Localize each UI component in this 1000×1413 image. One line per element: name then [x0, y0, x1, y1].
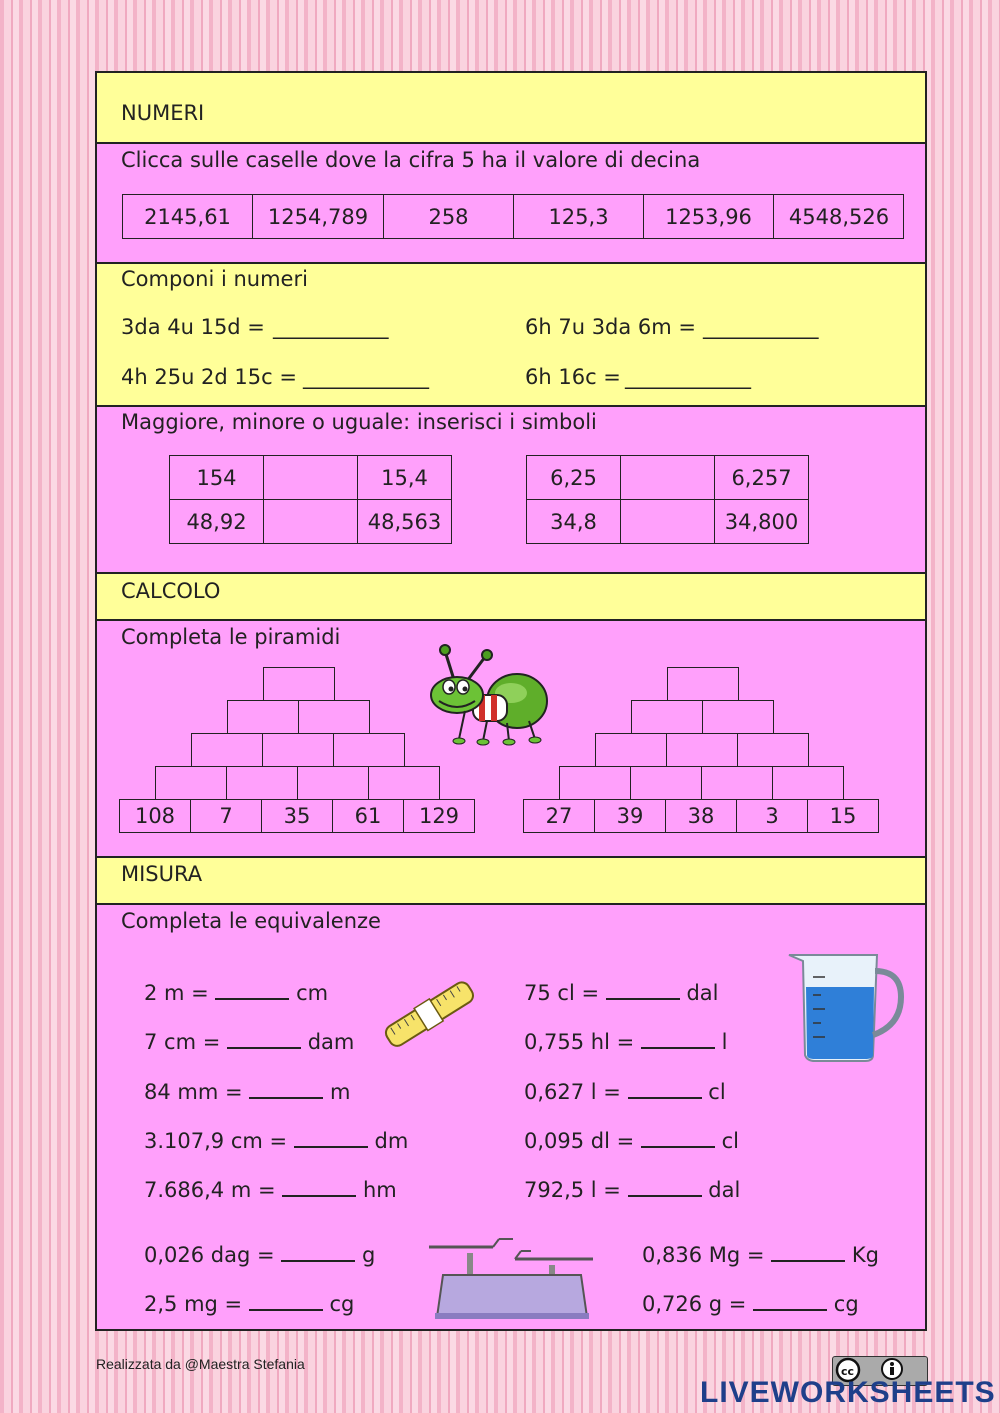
compose-expression: 3da 4u 15d = [121, 315, 265, 339]
pyramid-base-cell: 39 [594, 799, 666, 833]
pyramid-cell[interactable] [666, 733, 738, 767]
answer-blank[interactable] [628, 1079, 702, 1099]
equivalence-row [524, 1029, 727, 1054]
place-value-table [122, 194, 904, 239]
credit-text: Realizzata da @Maestra Stefania [96, 1356, 305, 1372]
place-value-cell[interactable]: 1254,789 [253, 194, 384, 239]
compare-table-left [169, 455, 452, 544]
answer-blank[interactable] [753, 1291, 827, 1311]
compare-value: 6,25 [526, 455, 621, 500]
compare-value: 15,4 [357, 455, 452, 500]
compare-value: 6,257 [714, 455, 809, 500]
answer-blank[interactable] [227, 1029, 301, 1049]
pyramid-right [523, 667, 883, 837]
equivalence-expression: 0,836 Mg = [642, 1243, 765, 1267]
compare-symbol-box[interactable] [263, 455, 358, 500]
pyramid-cell[interactable] [631, 700, 703, 734]
equivalence-row [144, 1242, 375, 1267]
equivalence-unit: hm [362, 1178, 397, 1202]
equivalence-unit: dal [708, 1178, 741, 1202]
equivalence-unit: cl [721, 1129, 739, 1153]
compose-expression: 6h 7u 3da 6m = [525, 315, 697, 339]
section-title: CALCOLO [121, 579, 221, 603]
pyramid-cell[interactable] [702, 700, 774, 734]
pyramid-cell[interactable] [630, 766, 702, 800]
equivalence-expression: 0,627 l = [524, 1080, 621, 1104]
pyramid-base-cell: 3 [736, 799, 808, 833]
compare-symbol-box[interactable] [263, 499, 358, 544]
pyramid-base-cell: 38 [665, 799, 737, 833]
equivalence-row [524, 1128, 739, 1153]
pyramid-cell[interactable] [333, 733, 405, 767]
answer-blank[interactable] [282, 1177, 356, 1197]
equivalence-row [642, 1291, 859, 1316]
equivalence-expression: 0,726 g = [642, 1292, 747, 1316]
equivalence-row [144, 1029, 354, 1054]
equivalence-unit: l [721, 1030, 728, 1054]
section-header-numeri [97, 73, 925, 144]
equivalence-row [144, 1177, 397, 1202]
equivalence-unit: m [329, 1080, 351, 1104]
answer-blank[interactable] [628, 1177, 702, 1197]
brand-logo [700, 1376, 996, 1410]
equivalence-unit: cg [833, 1292, 859, 1316]
answer-blank[interactable] [606, 980, 680, 1000]
equivalence-row [144, 1079, 350, 1104]
pyramid-base-cell: 7 [190, 799, 262, 833]
pyramid-cell[interactable] [737, 733, 809, 767]
pyramid-cell[interactable] [559, 766, 631, 800]
equivalence-expression: 7.686,4 m = [144, 1178, 276, 1202]
compare-value: 48,92 [169, 499, 264, 544]
compose-answer-blank[interactable]: ____________ [303, 365, 429, 389]
compare-value: 48,563 [357, 499, 452, 544]
answer-blank[interactable] [281, 1242, 355, 1262]
equivalence-row [144, 980, 328, 1005]
answer-blank[interactable] [641, 1029, 715, 1049]
equivalences-section [97, 905, 925, 1329]
compose-answer-blank[interactable]: ___________ [273, 315, 389, 339]
svg-text:cc: cc [841, 1365, 855, 1378]
instruction: Clicca sulle caselle dove la cifra 5 ha il valore di decina [121, 148, 701, 172]
equivalence-row [524, 980, 718, 1005]
section-title: MISURA [121, 862, 203, 886]
pyramid-base-cell: 15 [807, 799, 879, 833]
equivalence-unit: dal [686, 981, 719, 1005]
place-value-section [97, 144, 925, 264]
brand-text: LIVEWORKSHEETS [700, 1376, 996, 1409]
equivalence-unit: cl [708, 1080, 726, 1104]
equivalence-unit: g [361, 1243, 376, 1267]
compare-section [97, 407, 925, 574]
answer-blank[interactable] [249, 1079, 323, 1099]
place-value-cell[interactable]: 125,3 [514, 194, 644, 239]
pyramid-cell[interactable] [667, 667, 739, 701]
answer-blank[interactable] [215, 980, 289, 1000]
pyramid-base-cell: 61 [332, 799, 404, 833]
pyramid-cell[interactable] [595, 733, 667, 767]
pyramid-cell[interactable] [701, 766, 773, 800]
compose-answer-blank[interactable]: ___________ [703, 315, 819, 339]
measuring-jug-illustration [785, 947, 905, 1065]
equivalence-row [144, 1291, 354, 1316]
compose-answer-blank[interactable]: ____________ [625, 365, 751, 389]
equivalence-row [524, 1177, 740, 1202]
place-value-cell[interactable]: 2145,61 [123, 194, 253, 239]
place-value-cell[interactable]: 258 [384, 194, 514, 239]
worksheet [95, 71, 927, 1331]
pyramid-cell[interactable] [298, 700, 370, 734]
equivalence-expression: 3.107,9 cm = [144, 1129, 288, 1153]
answer-blank[interactable] [294, 1128, 368, 1148]
place-value-cell[interactable]: 4548,526 [788, 204, 890, 229]
compare-symbol-box[interactable] [620, 455, 715, 500]
answer-blank[interactable] [771, 1242, 845, 1262]
section-title: NUMERI [121, 101, 205, 125]
answer-blank[interactable] [249, 1291, 323, 1311]
equivalence-expression: 75 cl = [524, 981, 600, 1005]
scale-illustration [427, 1235, 597, 1320]
pyramid-base-cell: 129 [403, 799, 475, 833]
compare-symbol-box[interactable] [620, 499, 715, 544]
equivalence-expression: 7 cm = [144, 1030, 221, 1054]
equivalence-expression: 0,026 dag = [144, 1243, 275, 1267]
pyramid-cell[interactable] [772, 766, 844, 800]
compose-expression: 4h 25u 2d 15c = [121, 365, 297, 389]
pyramid-cell[interactable] [297, 766, 369, 800]
equivalence-expression: 792,5 l = [524, 1178, 621, 1202]
instruction: Completa le equivalenze [121, 909, 381, 933]
pyramid-cell[interactable] [368, 766, 440, 800]
pyramid-cell[interactable] [227, 700, 299, 734]
equivalence-expression: 0,095 dl = [524, 1129, 635, 1153]
equivalence-expression: 2,5 mg = [144, 1292, 243, 1316]
equivalence-unit: cm [296, 981, 329, 1005]
pyramids-section [97, 621, 925, 858]
equivalence-unit: Kg [851, 1243, 879, 1267]
equivalence-expression: 0,755 hl = [524, 1030, 635, 1054]
compare-table-right [526, 455, 809, 544]
equivalence-expression: 2 m = [144, 981, 209, 1005]
instruction: Componi i numeri [121, 267, 308, 291]
pyramid-cell[interactable] [191, 733, 263, 767]
equivalence-unit: dm [374, 1129, 409, 1153]
pyramid-cell[interactable] [155, 766, 227, 800]
pyramid-cell[interactable] [262, 733, 334, 767]
equivalence-row [642, 1242, 879, 1267]
pyramid-cell[interactable] [226, 766, 298, 800]
equivalence-row [524, 1079, 726, 1104]
instruction: Maggiore, minore o uguale: inserisci i simboli [121, 410, 597, 434]
compose-expression: 6h 16c = [525, 365, 621, 389]
instruction: Completa le piramidi [121, 625, 341, 649]
compare-value: 34,800 [714, 499, 809, 544]
pyramid-base-cell: 27 [523, 799, 595, 833]
place-value-cell[interactable]: 1253,96 [644, 194, 774, 239]
compose-section [97, 264, 925, 407]
pyramid-cell[interactable] [263, 667, 335, 701]
equivalence-unit: cg [329, 1292, 355, 1316]
answer-blank[interactable] [641, 1128, 715, 1148]
section-header-misura [97, 858, 925, 905]
equivalence-row [144, 1128, 408, 1153]
compare-value: 34,8 [526, 499, 621, 544]
pyramid-base-cell: 108 [119, 799, 191, 833]
equivalence-expression: 84 mm = [144, 1080, 243, 1104]
section-header-calcolo [97, 574, 925, 621]
tape-measure-illustration [380, 975, 480, 1055]
equivalence-unit: dam [307, 1030, 355, 1054]
compare-value: 154 [169, 455, 264, 500]
pyramid-base-cell: 35 [261, 799, 333, 833]
